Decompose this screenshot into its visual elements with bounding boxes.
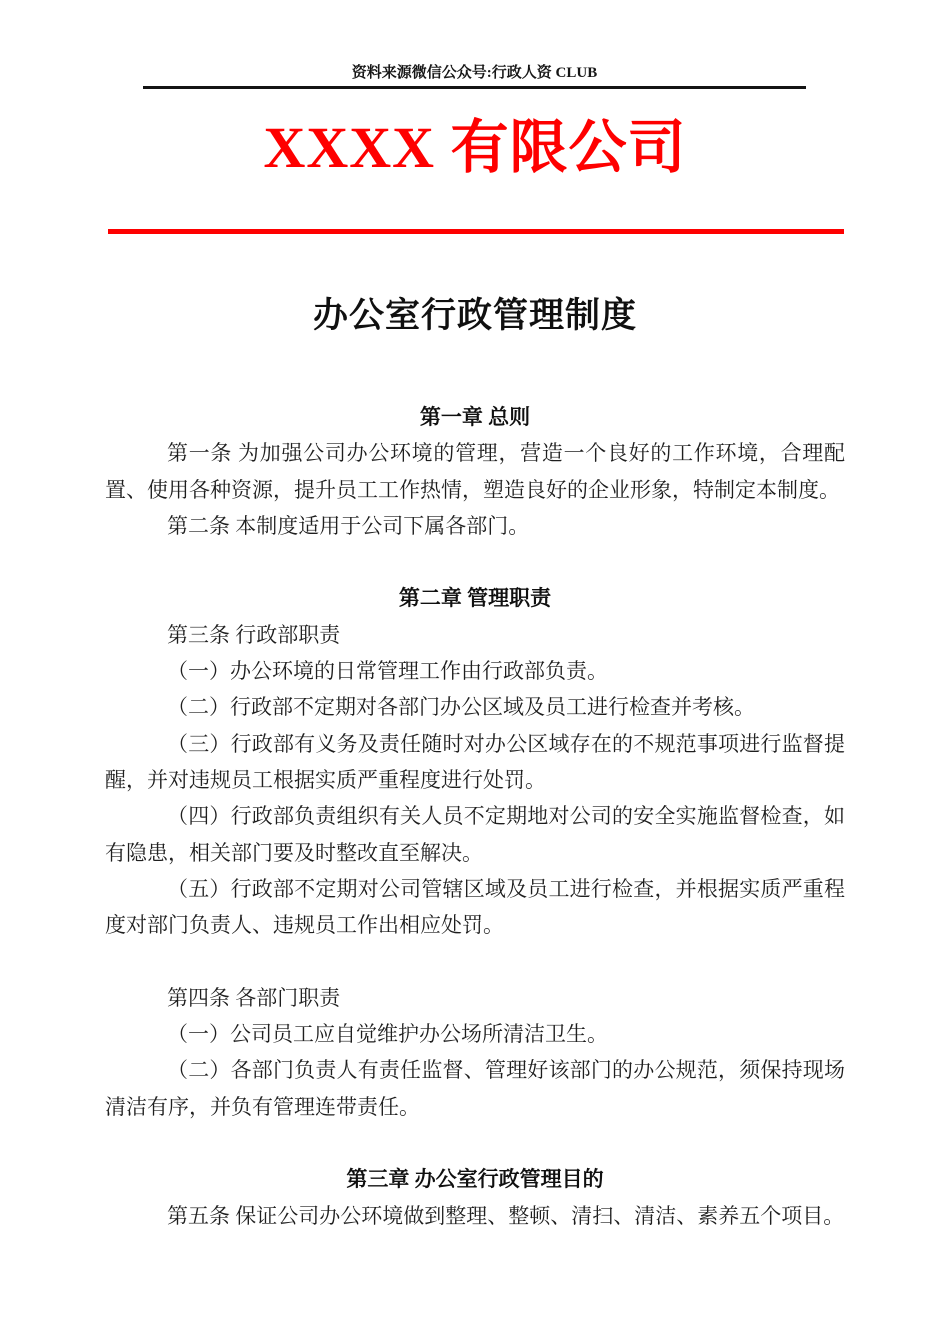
company-title: XXXX 有限公司 [263, 115, 687, 180]
article-3-item-4: （四）行政部负责组织有关人员不定期地对公司的安全实施监督检查，如有隐患，相关部门要及时整改直至解决。 [105, 804, 845, 865]
article-1-paragraph: 第一条 为加强公司办公环境的管理，营造一个良好的工作环境，合理配置、使用各种资源，提升员工工作热情，塑造良好的企业形象，特制定本制度。 [105, 441, 845, 502]
chapter-2-heading: 第二章 管理职责 [398, 586, 552, 611]
article-5-paragraph: 第五条 保证公司办公环境做到整理、整顿、清扫、清洁、素养五个项目。 [167, 1203, 845, 1228]
document-body [105, 399, 845, 1234]
page-header [143, 62, 806, 89]
document-title: 办公室行政管理制度 [312, 296, 637, 335]
article-3-item-2: （二）行政部不定期对各部门办公区域及员工进行检查并考核。 [167, 695, 755, 720]
chapter-1-heading: 第一章 总则 [419, 405, 531, 429]
red-divider-line [108, 229, 844, 234]
article-4-item-1: （一）公司员工应自觉维护办公场所清洁卫生。 [167, 1022, 608, 1047]
article-4-paragraph: 第四条 各部门职责 [167, 985, 341, 1010]
article-3-item-5: （五）行政部不定期对公司管辖区域及员工进行检查，并根据实质严重程度对部门负责人、违规员工作出相应处罚。 [105, 876, 845, 938]
article-4-item-2: （二）各部门负责人有责任监督、管理好该部门的办公规范，须保持现场清洁有序，并负有管理连带责任。 [105, 1058, 845, 1119]
article-3-paragraph: 第三条 行政部职责 [167, 622, 341, 647]
article-3-item-1: （一）办公环境的日常管理工作由行政部负责。 [167, 659, 608, 684]
chapter-3-heading: 第三章 办公室行政管理目的 [346, 1167, 604, 1192]
article-3-item-3: （三）行政部有义务及责任随时对办公区域存在的不规范事项进行监督提醒，并对违规员工根据实质严重程度进行处罚。 [105, 731, 845, 792]
header-source-note: 资料来源微信公众号:行政人资 CLUB [351, 65, 598, 81]
article-2-paragraph: 第二条 本制度适用于公司下属各部门。 [167, 513, 530, 538]
